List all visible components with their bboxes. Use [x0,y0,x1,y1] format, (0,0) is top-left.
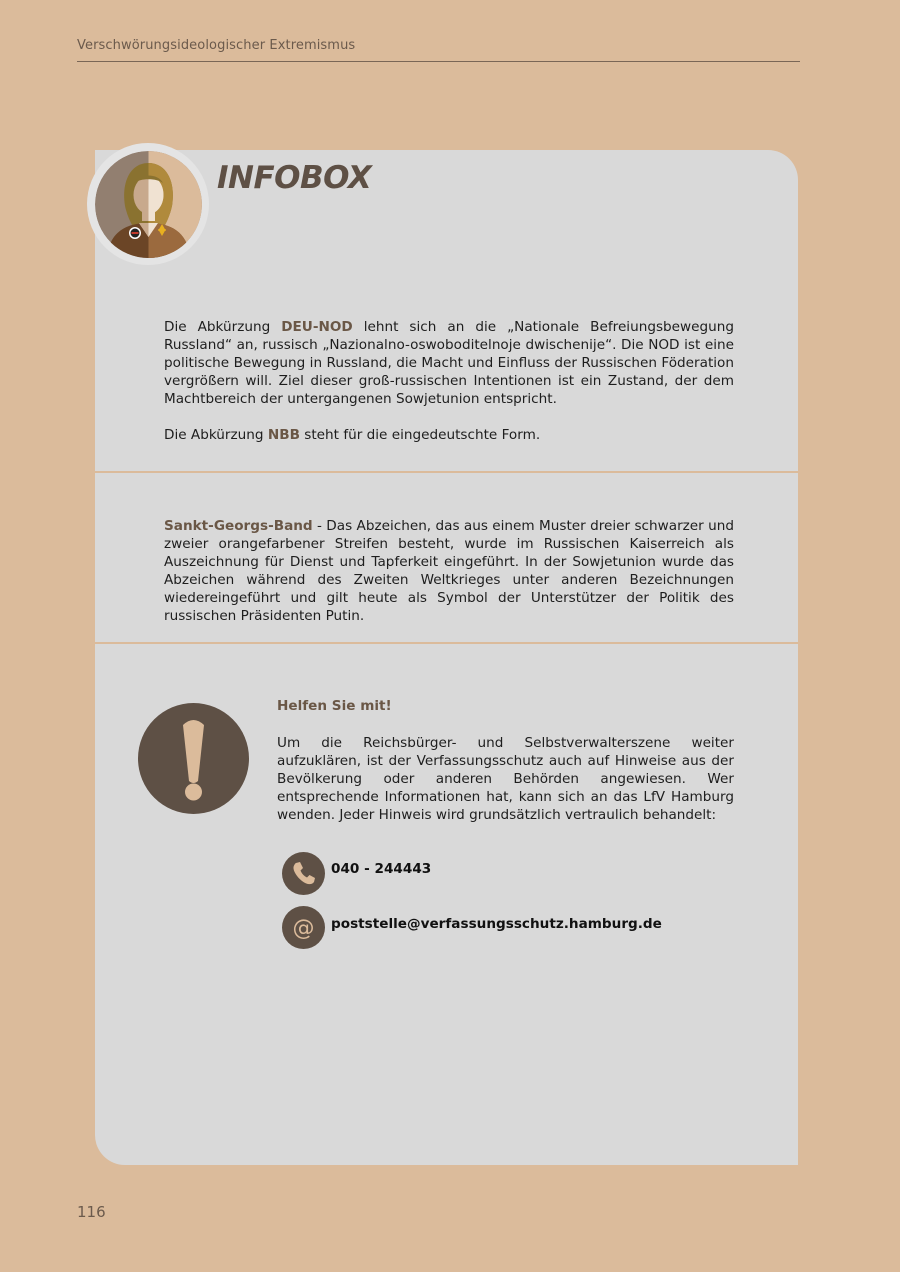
nod-text-lead: Die Abkürzung [164,319,282,335]
georgsband-description: - Das Abzeichen, das aus einem Muster dreier schwarzer und zweier orangefarbener Streifen besteht, wurde im Russischen Kaiserreich als Auszeichnung für Dienst und Tapferkeit eingeführt. In der Sowjetunion wurde das Abzeichen während des Zweiten Weltkrieges unter anderen Bezeichnungen wiedereingeführt und gilt heute als Symbol der Unterstützer der Politik des russischen Präsidenten Putin. [164,518,734,624]
phone-number[interactable]: 040 - 244443 [331,861,432,877]
term-nbb: NBB [267,427,300,443]
nod-paragraph [164,318,734,408]
nbb-description: steht für die eingedeutschte Form. [299,427,541,443]
email-link[interactable]: poststelle@verfassungsschutz.hamburg.de [331,916,662,932]
help-heading: Helfen Sie mit! [277,698,392,714]
woman-avatar-icon [95,151,202,258]
section-georgsband-text [164,517,734,625]
georgsband-paragraph [164,517,734,625]
nbb-text-lead: Die Abkürzung [164,427,268,443]
at-sign-icon [282,906,325,949]
section-divider [95,642,798,644]
header-rule [77,61,800,62]
svg-text:@: @ [292,916,315,941]
phone-icon [282,852,325,895]
section-divider [95,471,798,473]
infobox-title: INFOBOX [217,160,372,196]
nod-description: lehnt sich an die „Nationale Befreiungsbewegung Russland“ an, russisch „Nazionalno-oswoboditelnoje dwischenije“. Die NOD ist eine politische Bewegung in Russland, die Macht und Einfluss der Russischen Föderation vergrößern will. Ziel dieser groß-russischen Intentionen ist ein Zustand, der dem Machtbereich der untergangenen Sowjetunion entspricht. [164,319,734,407]
help-text: Um die Reichsbürger- und Selbstverwalterszene weiter aufzuklären, ist der Verfassungsschutz auch auf Hinweise aus der Bevölkerung oder anderen Behörden angewiesen. Wer entsprechende Informationen hat, kann sich an das LfV Hamburg wenden. Jeder Hinweis wird grundsätzlich vertraulich behandelt: [277,735,734,823]
section-nod-text [164,318,734,444]
nbb-paragraph [164,426,734,444]
exclamation-icon [138,703,249,814]
page-number: 116 [77,1203,106,1221]
infobox-panel [95,150,798,1165]
term-sankt-georgs-band: Sankt-Georgs-Band [164,518,313,534]
term-deu-nod: DEU-NOD [281,319,353,335]
running-head-title: Verschwörungsideologischer Extremismus [77,38,356,53]
